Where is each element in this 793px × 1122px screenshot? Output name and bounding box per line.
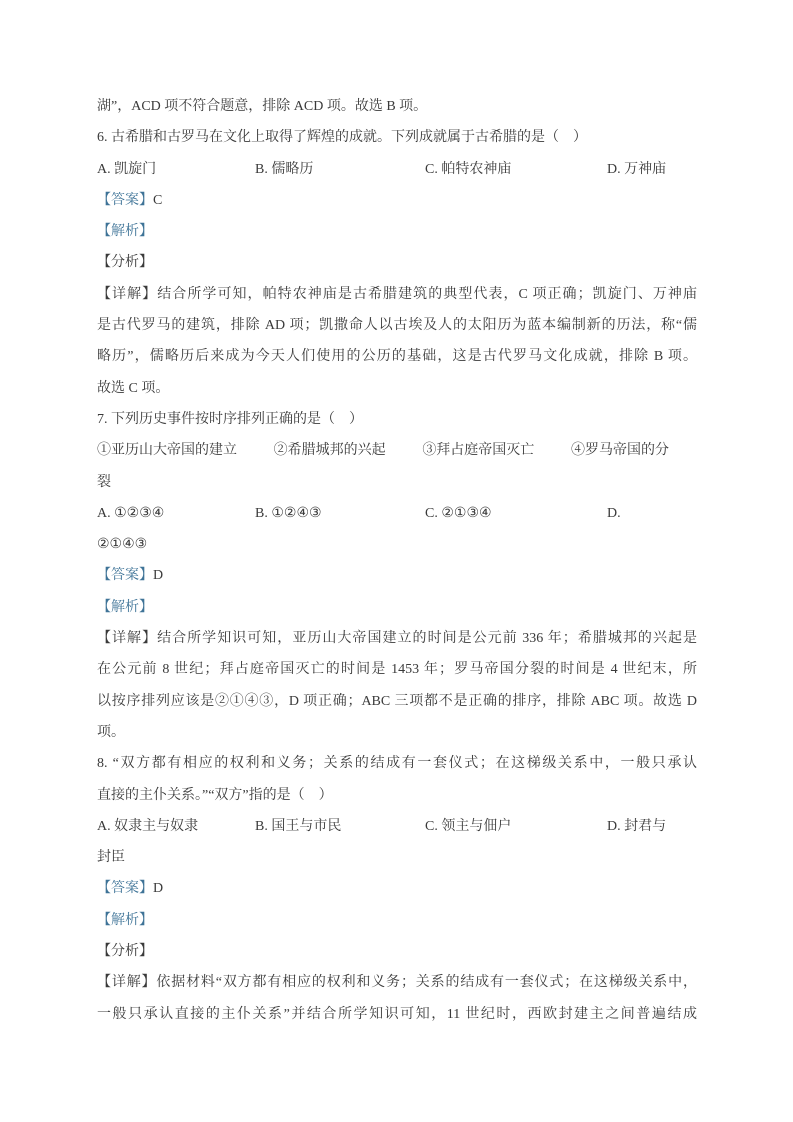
question-7-option-a: A. ①②③④: [97, 505, 165, 521]
question-8-option-b: B. 国王与市民: [255, 818, 342, 834]
question-6-option-a: A. 凯旋门: [97, 161, 157, 177]
question-6-jiexi-line: [97, 216, 697, 247]
question-8-option-a: A. 奴隶主与奴隶: [97, 818, 199, 834]
question-6-answer-line: [97, 185, 697, 216]
question-7-detail-line-3: 以按序排列应该是②①④③，D 项正确；ABC 三项都不是正确的排序，排除 ABC 项。故选 D: [97, 693, 697, 709]
question-7-answer-line: [97, 560, 697, 591]
question-7-items-row: [97, 435, 669, 466]
question-7-item-1: ①亚历山大帝国的建立: [97, 443, 237, 459]
question-7-detail-line-4: 项。: [97, 724, 125, 740]
question-7-stem: 7. 下列历史事件按时序排列正确的是（ ）: [97, 411, 363, 427]
question-6-detail-line-3: 略历”，儒略历后来成为今天人们使用的公历的基础，这是古代罗马文化成就，排除 B 项。: [97, 349, 697, 365]
jiexi-bracket-label: 【解析】: [97, 599, 153, 615]
question-8-stem-line-2: 直接的主仆关系。”“双方”指的是（ ）: [97, 787, 333, 803]
question-8-fenxi-line: 【分析】: [97, 944, 153, 960]
question-7-options: [97, 498, 697, 529]
prev-answer-tail-line: 湖”，ACD 项不符合题意，排除 ACD 项。故选 B 项。: [97, 99, 428, 114]
question-8: [97, 748, 697, 1030]
question-8-detail-line-2: 一般只承认直接的主仆关系”并结合所学知识可知，11 世纪时，西欧封建主之间普遍结成: [97, 1006, 697, 1022]
question-7-option-d-wrap: ②①④③: [97, 537, 148, 553]
question-6-stem: 6. 古希腊和古罗马在文化上取得了辉煌的成就。下列成就属于古希腊的是（ ）: [97, 130, 587, 146]
question-8-answer-line: [97, 873, 697, 904]
page-content: [97, 91, 697, 1030]
question-8-detail-line-1: 【详解】依据材料“双方都有相应的权利和义务；关系的结成有一套仪式；在这梯级关系中，: [97, 975, 697, 991]
question-6-option-d: D. 万神庙: [607, 161, 667, 177]
answer-value: D: [153, 881, 164, 897]
answer-bracket-label: 【答案】: [97, 568, 153, 584]
question-6-detail-line-2: 是古代罗马的建筑，排除 AD 项；凯撒命人以古埃及人的太阳历为蓝本编制新的历法，称“儒: [97, 318, 697, 334]
question-7-jiexi-line: [97, 592, 697, 623]
question-7-detail-line-1: 【详解】结合所学知识可知，亚历山大帝国建立的时间是公元前 336 年；希腊城邦的兴起是: [97, 631, 697, 647]
question-6-detail-line-1: 【详解】结合所学可知，帕特农神庙是古希腊建筑的典型代表，C 项正确；凯旋门、万神庙: [97, 286, 697, 302]
question-7-option-b: B. ①②④③: [255, 505, 322, 521]
question-6-options: [97, 154, 697, 185]
question-7-item-4: ④罗马帝国的分: [570, 443, 669, 459]
question-7-option-c: C. ②①③④: [425, 505, 492, 521]
answer-value: C: [153, 192, 163, 208]
answer-value: D: [153, 568, 164, 584]
question-8-option-c: C. 领主与佃户: [425, 818, 512, 834]
question-7-detail-line-2: 在公元前 8 世纪；拜占庭帝国灭亡的时间是 1453 年；罗马帝国分裂的时间是 4 世纪末，所: [97, 662, 697, 678]
answer-bracket-label: 【答案】: [97, 881, 153, 897]
question-7-items-wrap: 裂: [97, 474, 111, 490]
question-7-item-3: ③拜占庭帝国灭亡: [422, 443, 535, 459]
answer-bracket-label: 【答案】: [97, 192, 153, 208]
question-7-option-d: D.: [607, 505, 621, 521]
question-7: [97, 404, 697, 748]
question-6-option-c: C. 帕特农神庙: [425, 161, 512, 177]
question-6: [97, 122, 697, 404]
question-8-option-d: D. 封君与: [607, 818, 667, 834]
question-6-fenxi-line: 【分析】: [97, 255, 153, 271]
question-8-jiexi-line: [97, 905, 697, 936]
question-8-option-d-wrap: 封臣: [97, 850, 125, 866]
jiexi-bracket-label: 【解析】: [97, 912, 153, 928]
question-6-detail-line-4: 故选 C 项。: [97, 380, 170, 396]
question-6-option-b: B. 儒略历: [255, 161, 314, 177]
question-7-item-2: ②希腊城邦的兴起: [273, 443, 386, 459]
question-8-stem-line-1: 8. “双方都有相应的权利和义务；关系的结成有一套仪式；在这梯级关系中，一般只承认: [97, 756, 697, 772]
question-8-options: [97, 811, 697, 842]
jiexi-bracket-label: 【解析】: [97, 224, 153, 240]
